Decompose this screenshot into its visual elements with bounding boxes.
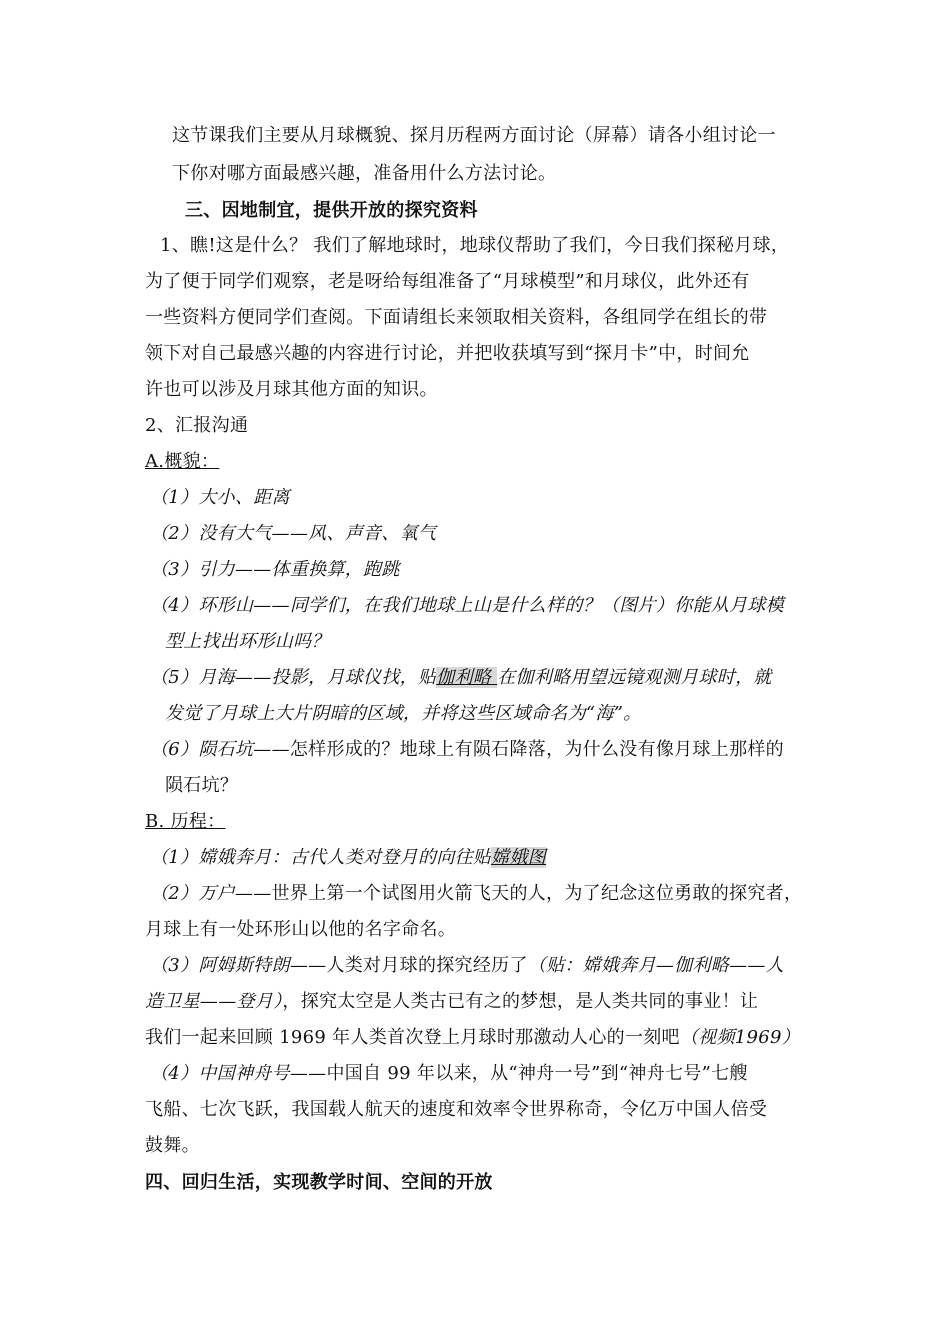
a-item-1: （1）大小、距离 (150, 487, 290, 508)
a-item-5-text: （5）月海——投影，月球仪找，贴 (150, 667, 437, 688)
para-1-line-1: 1、瞧!这是什么？ 我们了解地球时，地球仪帮助了我们，今日我们探秘月球， (160, 235, 790, 256)
change-image-highlight: 嫦娥图 (491, 847, 547, 868)
a-item-6-title: （6）陨石坑 (150, 739, 254, 760)
b-item-3-text-cont: ，探究太空是人类古已有之的梦想，是人类共同的事业！让 (282, 991, 759, 1012)
a-item-5-text-cont: 在伽利略用望远镜观测月球时，就 (497, 667, 772, 688)
section-a-label: A.概貌： (145, 451, 220, 472)
b-item-2-line-2: 月球上有一处环形山以他的名字命名。 (145, 919, 457, 940)
intro-line-1: 这节课我们主要从月球概貌、探月历程两方面讨论（屏幕）请各小组讨论一 (172, 125, 776, 146)
b-item-2-title: （2）万户 (150, 883, 235, 904)
b-item-3-line-3 (145, 1026, 800, 1050)
b-item-2-text: ——世界上第一个试图用火箭飞天的人，为了纪念这位勇敢的探究者， (234, 883, 803, 904)
b-item-3-text-end: 我们一起来回顾 1969 年人类首次登上月球时那激动人心的一刻吧 (145, 1027, 680, 1048)
b-item-4-line-2: 飞船、七次飞跃，我国载人航天的速度和效率令世界称奇，令亿万中国人倍受 (145, 1099, 768, 1120)
b-item-3-line-1 (150, 954, 784, 978)
a-item-4-line-1: （4）环形山——同学们，在我们地球上山是什么样的？（图片）你能从月球模 (150, 595, 784, 616)
report-heading: 2、汇报沟通 (145, 415, 249, 436)
section-b-label: B. 历程： (145, 811, 226, 832)
para-1-line-3: 一些资料方便同学们查阅。下面请组长来领取相关资料，各组同学在组长的带 (145, 307, 768, 328)
a-item-6-line-2: 陨石坑？ (165, 775, 239, 796)
b-item-4-line-3: 鼓舞。 (145, 1135, 200, 1156)
b-item-4-line-1 (150, 1062, 748, 1086)
b-item-3-line-2 (145, 990, 758, 1014)
b-item-4-text: ——中国自 99 年以来，从“神舟一号”到“神舟七号”七艘 (289, 1063, 748, 1084)
a-item-3: （3）引力——体重换算，跑跳 (150, 559, 400, 580)
b-item-2-line-1 (150, 882, 802, 906)
a-item-5-line-2: 发觉了月球上大片阴暗的区域，并将这些区域命名为“海”。 (165, 703, 642, 724)
b-item-3-text: ——人类对月球的探究经历了 (289, 955, 528, 976)
section-4-heading: 四、回归生活，实现教学时间、空间的开放 (145, 1172, 493, 1193)
b-item-3-note-cont: 造卫星——登月） (145, 991, 283, 1012)
video-note: （视频1969） (679, 1027, 801, 1048)
b-item-3-note: （贴：嫦娥奔月—伽利略——人 (527, 955, 784, 976)
a-item-4-line-2: 型上找出环形山吗？ (165, 631, 330, 652)
a-item-2: （2）没有大气——风、声音、氧气 (150, 523, 437, 544)
para-1-line-5: 许也可以涉及月球其他方面的知识。 (145, 379, 438, 400)
b-item-3-title: （3）阿姆斯特朗 (150, 955, 290, 976)
para-1-line-4: 领下对自己最感兴趣的内容进行讨论，并把收获填写到“探月卡”中，时间允 (145, 343, 750, 364)
a-item-6-line-1 (150, 738, 784, 762)
b-item-1-text: （1）嫦娥奔月：古代人类对登月的向往贴 (150, 847, 492, 868)
intro-line-2: 下你对哪方面最感兴趣，准备用什么方法讨论。 (172, 163, 557, 184)
a-item-6-text: ——怎样形成的？地球上有陨石降落，为什么没有像月球上那样的 (253, 739, 784, 760)
para-1-line-2: 为了便于同学们观察，老是呀给每组准备了“月球模型”和月球仪，此外还有 (145, 271, 750, 292)
b-item-4-title: （4）中国神舟号 (150, 1063, 290, 1084)
section-3-heading: 三、因地制宜，提供开放的探究资料 (185, 200, 478, 221)
galileo-highlight: 伽利略 (436, 667, 498, 688)
b-item-1 (150, 846, 546, 870)
a-item-5-line-1 (150, 666, 772, 690)
